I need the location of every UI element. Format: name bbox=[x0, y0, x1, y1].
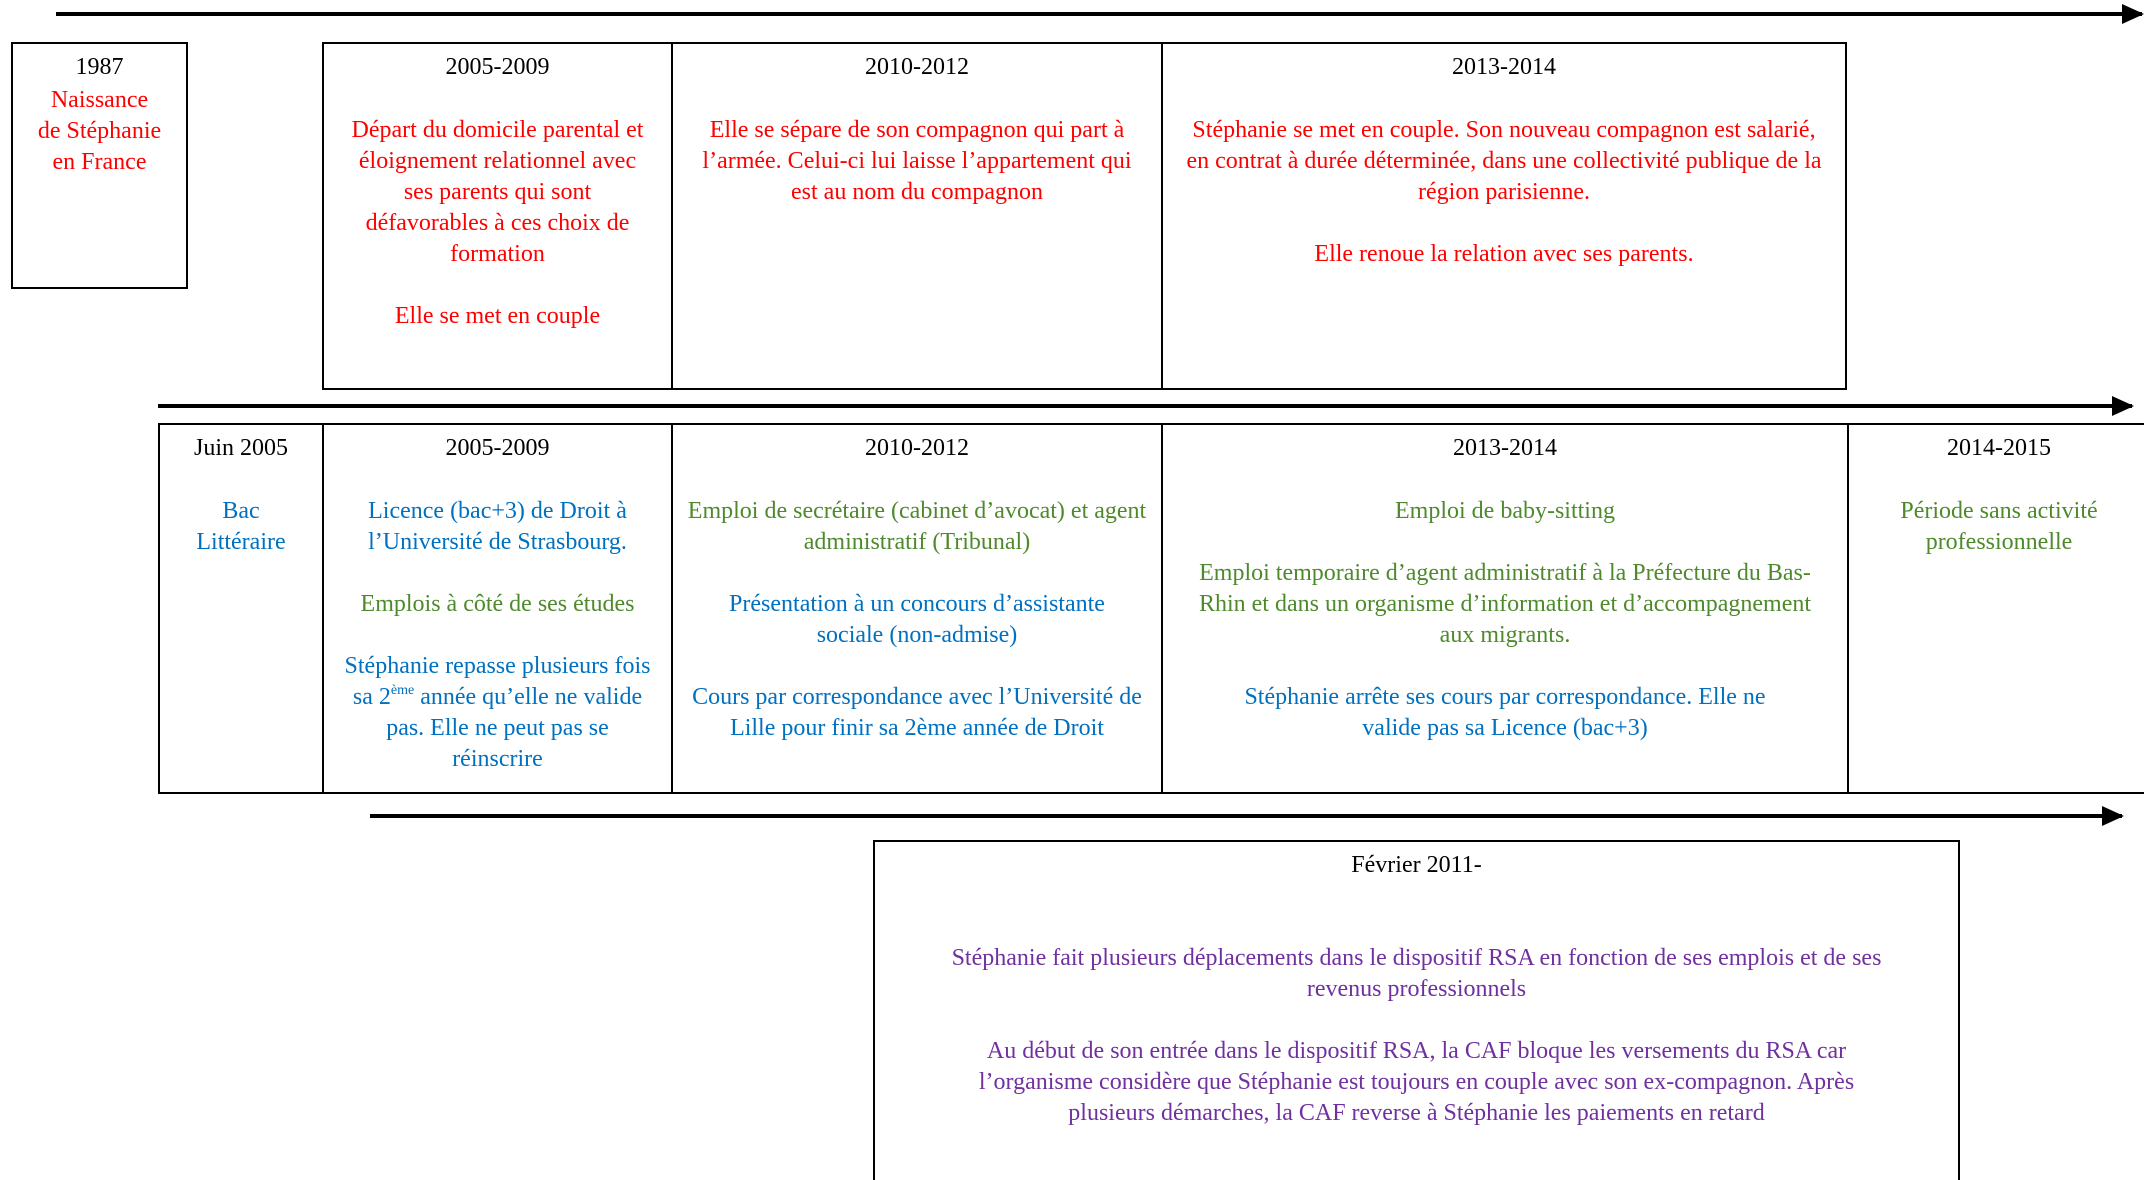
box-rsa-2011 bbox=[873, 840, 1960, 1180]
box-text: Stéphanie se met en couple. Son nouveau compagnon est salarié, en contrat à durée déterminée, dans une collectivité publique de la région parisienne. bbox=[1186, 117, 1822, 205]
box-text: Elle se sépare de son compagnon qui part à l’armée. Celui-ci lui laisse l’appartement qui est au nom du compagnon bbox=[702, 117, 1132, 205]
box-date: 2013-2014 bbox=[1452, 54, 1556, 80]
timeline-arrow-rsa bbox=[370, 814, 2122, 818]
box-text: Bac Littéraire bbox=[196, 498, 286, 555]
arrowhead-icon bbox=[2102, 806, 2124, 826]
box-juin-2005-bac bbox=[158, 423, 324, 794]
box-text: Stéphanie arrête ses cours par correspondance. Elle ne valide pas sa Licence (bac+3) bbox=[1244, 684, 1766, 741]
timeline-arrow-education-work bbox=[158, 404, 2132, 408]
box-date: 2010-2012 bbox=[865, 54, 969, 80]
superscript: ème bbox=[390, 683, 415, 698]
box-text: Départ du domicile parental et éloignement relationnel avec ses parents qui sont défavorables à ces choix de formation bbox=[351, 117, 644, 267]
box-date: Juin 2005 bbox=[193, 435, 288, 461]
box-work-2013-2014 bbox=[1161, 423, 1849, 794]
box-text: Emplois à côté de ses études bbox=[360, 591, 635, 617]
box-work-2010-2012 bbox=[671, 423, 1163, 794]
box-text: Naissance de Stéphanie en France bbox=[37, 87, 162, 175]
box-date: 1987 bbox=[75, 54, 124, 80]
box-date: 2010-2012 bbox=[865, 435, 969, 461]
box-date: Février 2011- bbox=[1351, 852, 1482, 878]
box-text: Emploi de secrétaire (cabinet d’avocat) et agent administratif (Tribunal) bbox=[687, 498, 1147, 555]
box-text: Stéphanie fait plusieurs déplacements dans le dispositif RSA en fonction de ses emplois et de ses revenus professionnels bbox=[951, 945, 1882, 1002]
box-date: 2005-2009 bbox=[445, 54, 550, 80]
box-personal-2010-2012 bbox=[671, 42, 1163, 390]
box-text: Elle renoue la relation avec ses parents. bbox=[1314, 241, 1694, 267]
box-work-2014-2015 bbox=[1847, 423, 2144, 794]
arrowhead-icon bbox=[2122, 4, 2144, 24]
timeline-arrow-personal bbox=[56, 12, 2142, 16]
box-text: Présentation à un concours d’assistante sociale (non-admise) bbox=[729, 591, 1105, 648]
arrowhead-icon bbox=[2112, 396, 2134, 416]
box-text: Cours par correspondance avec l’Université de Lille pour finir sa 2ème année de Droit bbox=[692, 684, 1142, 741]
box-text: Elle se met en couple bbox=[394, 303, 601, 329]
box-text: Au début de son entrée dans le dispositif RSA, la CAF bloque les versements du RSA car l’organisme considère que Stéphanie est toujours en couple avec son ex-compagnon. Après plusieurs démarches, la CAF reverse à Stéphanie les paiements en retard bbox=[978, 1038, 1855, 1126]
box-text bbox=[336, 651, 659, 775]
box-date: 2014-2015 bbox=[1947, 435, 2051, 461]
box-personal-2005-2009 bbox=[322, 42, 673, 390]
box-text: Emploi temporaire d’agent administratif à la Préfecture du Bas-Rhin et dans un organisme d’information et d’accompagnement aux migrants. bbox=[1198, 560, 1812, 648]
box-text-part: année qu’elle ne valide pas. Elle ne peut pas se réinscrire bbox=[386, 684, 643, 772]
box-date: 2013-2014 bbox=[1453, 435, 1557, 461]
box-education-2005-2009 bbox=[322, 423, 673, 794]
box-date: 2005-2009 bbox=[445, 435, 550, 461]
box-text: Emploi de baby-sitting bbox=[1395, 498, 1615, 524]
box-text-part: Stéphanie repasse plusieurs fois sa 2 bbox=[344, 653, 651, 710]
box-text: Période sans activité professionnelle bbox=[1900, 498, 2098, 555]
box-personal-2013-2014 bbox=[1161, 42, 1847, 390]
box-text: Licence (bac+3) de Droit à l’Université de Strasbourg. bbox=[368, 498, 627, 555]
box-1987-birth bbox=[11, 42, 188, 289]
